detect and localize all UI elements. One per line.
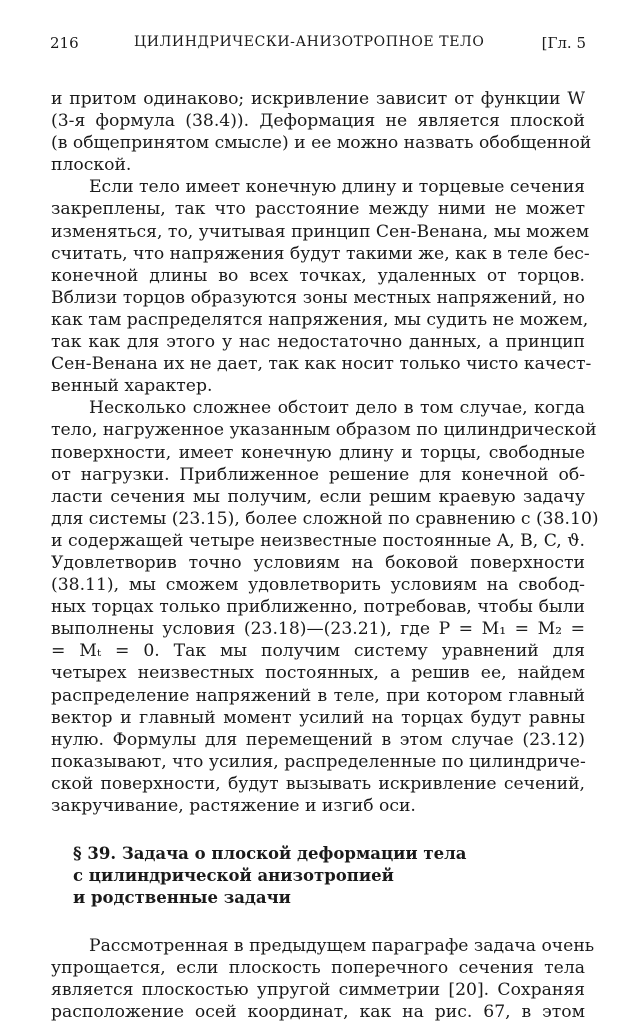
text-line: ласти сечения мы получим, если решим краевую задачу: [51, 486, 585, 507]
text-line: (38.11), мы сможем удовлетворить условиям на свобод-: [51, 575, 585, 596]
section-heading-line: § 39. Задача о плоской деформации тела: [73, 844, 467, 864]
running-header: [50, 34, 586, 60]
section-heading-line: и родственные задачи: [73, 888, 291, 908]
section-heading-line: с цилиндрической анизотропией: [73, 866, 394, 886]
text-line: и содержащей четыре неизвестные постоянные A, B, C, ϑ.: [51, 530, 585, 551]
text-line: плоской.: [51, 155, 132, 176]
text-line: ных торцах только приближенно, потребовав, чтобы были: [51, 597, 585, 618]
text-line: закручивание, растяжение и изгиб оси.: [51, 796, 416, 816]
text-line: поверхности, имеет конечную длину и торцы, свободные: [51, 442, 585, 463]
text-line: Удовлетворив точно условиям на боковой поверхности: [51, 552, 585, 573]
text-line: закреплены, так что расстояние между ними не может: [51, 199, 585, 220]
text-line: венный характер.: [51, 376, 213, 397]
paragraph: [51, 397, 599, 817]
text-line: и притом одинаково; искривление зависит от функции W: [51, 89, 585, 109]
text-line: ской поверхности, будут вызывать искривление сечений,: [51, 773, 585, 794]
text-line: Вблизи торцов образуются зоны местных напряжений, но: [51, 287, 585, 308]
text-line: = Mₜ = 0. Так мы получим систему уравнений для: [51, 641, 585, 662]
text-line: вектор и главный момент усилий на торцах будут равны: [51, 707, 585, 728]
text-line: (3-я формула (38.4)). Деформация не является плоской: [51, 111, 585, 132]
text-line: показывают, что усилия, распределенные по цилиндриче-: [51, 751, 586, 772]
text-line: для системы (23.15), более сложной по сравнению с (38.10): [51, 508, 599, 529]
paragraphs: [51, 88, 599, 817]
text-line: выполнены условия (23.18)—(23.21), где P = M₁ = M₂ =: [51, 619, 585, 640]
text-line: от нагрузки. Приближенное решение для конечной об-: [51, 464, 585, 485]
paragraph: [51, 935, 595, 1023]
section-heading: [73, 843, 585, 909]
text-line: четырех неизвестных постоянных, а решив ее, найдем: [51, 663, 585, 684]
text-line: расположение осей координат, как на рис. 67, в этом: [51, 1002, 585, 1023]
text-line: тело, нагруженное указанным образом по цилиндрической: [51, 420, 597, 441]
text-line: (в общепринятом смысле) и ее можно назвать обобщенной: [51, 133, 592, 154]
text-line: так как для этого у нас недостаточно данных, а принцип: [51, 332, 585, 353]
page-number: 216: [50, 34, 79, 52]
text-line: считать, что напряжения будут такими же, как в теле бес-: [51, 243, 590, 264]
text-line: Сен-Венана их не дает, так как носит только чисто качест-: [51, 354, 592, 375]
text-line: Рассмотренная в предыдущем параграфе задача очень: [89, 936, 595, 957]
running-title: ЦИЛИНДРИЧЕСКИ-АНИЗОТРОПНОЕ ТЕЛО: [134, 34, 485, 50]
text-line: Несколько сложнее обстоит дело в том случае, когда: [89, 398, 585, 419]
text-line: конечной длины во всех точках, удаленных от торцов.: [51, 265, 585, 286]
chapter-marker: [Гл. 5: [541, 34, 586, 52]
text-line: как там распределятся напряжения, мы судить не можем,: [51, 309, 589, 330]
text-line: является плоскостью упругой симметрии [20]. Сохраняя: [51, 980, 585, 1001]
paragraph: [51, 176, 592, 397]
text-line: упрощается, если плоскость поперечного сечения тела: [51, 958, 585, 979]
text-line: изменяться, то, учитывая принцип Сен-Венана, мы можем: [51, 221, 590, 242]
page-body: [51, 88, 599, 1023]
text-line: распределение напряжений в теле, при котором главный: [51, 685, 585, 706]
text-line: нулю. Формулы для перемещений в этом случае (23.12): [51, 729, 585, 750]
final-paragraph: [51, 935, 595, 1023]
text-line: Если тело имеет конечную длину и торцевые сечения: [89, 177, 585, 198]
paragraph: [51, 88, 592, 176]
